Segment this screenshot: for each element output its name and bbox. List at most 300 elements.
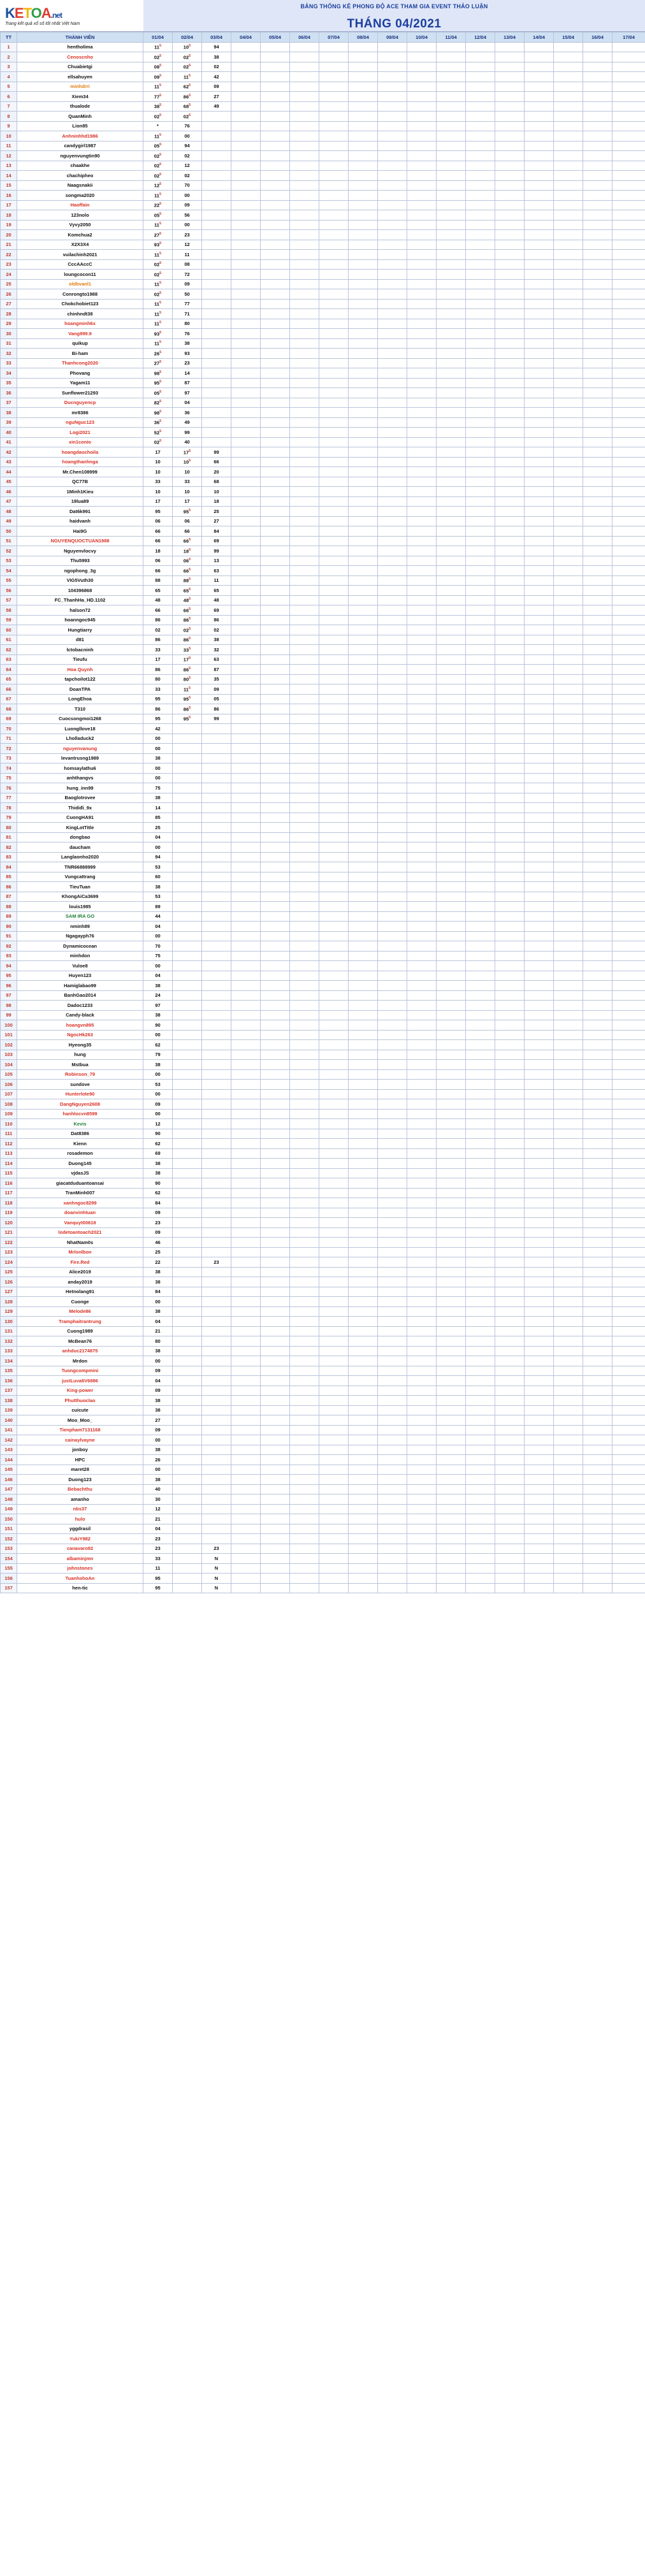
day-cell (583, 575, 612, 586)
member-name[interactable]: nguyenvungtin90 (17, 151, 143, 161)
member-name[interactable]: lctobacninh (17, 645, 143, 655)
member-name[interactable]: Tienpham7131168 (17, 1425, 143, 1435)
member-name[interactable]: hung (17, 1050, 143, 1060)
day-cell (349, 931, 378, 941)
day-cell (319, 1425, 349, 1435)
member-name[interactable]: Mstbua (17, 1060, 143, 1070)
day-cell (466, 1168, 495, 1178)
member-name[interactable]: Melode86 (17, 1306, 143, 1317)
day-cell (319, 338, 349, 349)
member-name[interactable]: tapchoilot122 (17, 674, 143, 684)
day-cell (173, 1396, 202, 1406)
day-cell (583, 408, 612, 418)
day-cell (378, 951, 407, 961)
member-name[interactable]: Chuabietgi (17, 62, 143, 72)
member-name[interactable]: johnstones (17, 1563, 143, 1574)
member-name[interactable]: lodetoantoach2021 (17, 1227, 143, 1238)
day-cell (319, 704, 349, 714)
day-cell (525, 892, 554, 902)
day-cell (583, 1563, 612, 1574)
day-cell (583, 161, 612, 171)
member-name[interactable]: HPC (17, 1455, 143, 1465)
member-name[interactable]: Mrdon (17, 1356, 143, 1366)
member-name[interactable]: hoangdaochoila (17, 447, 143, 458)
day-cell (231, 1188, 261, 1198)
day-cell (407, 744, 437, 754)
member-name[interactable]: Mrlonlbon (17, 1247, 143, 1257)
member-name[interactable]: sundove (17, 1080, 143, 1090)
day-cell (466, 911, 495, 922)
table-row (1, 1227, 645, 1238)
day-cell (525, 1306, 554, 1317)
member-name[interactable]: Candy-black (17, 1010, 143, 1020)
day-cell (202, 180, 231, 191)
member-name[interactable]: chachipheo (17, 171, 143, 181)
day-cell (525, 1277, 554, 1287)
day-cell (290, 1386, 319, 1396)
day-cell (554, 1544, 583, 1554)
day-cell (495, 773, 525, 783)
member-name[interactable]: Sunflower21293 (17, 388, 143, 398)
day-cell (407, 902, 437, 912)
day-cell (612, 961, 645, 971)
member-name[interactable]: Haoffain (17, 200, 143, 210)
member-name[interactable]: jonboy (17, 1445, 143, 1455)
member-name[interactable]: vuilachinh2021 (17, 250, 143, 260)
day-cell (349, 1060, 378, 1070)
day-cell (466, 990, 495, 1001)
day-cell (173, 1514, 202, 1524)
member-name[interactable]: DoanTPA (17, 684, 143, 695)
member-name[interactable]: thualode (17, 101, 143, 112)
member-name[interactable]: Hunterlote90 (17, 1089, 143, 1099)
member-name[interactable]: Phutthuoclao (17, 1396, 143, 1406)
day-cell (349, 101, 378, 112)
member-name[interactable]: Lholladuck2 (17, 734, 143, 744)
member-name[interactable]: YukiY982 (17, 1534, 143, 1544)
member-name[interactable]: loungcocon11 (17, 270, 143, 280)
member-name[interactable]: Kienn (17, 1139, 143, 1149)
day-cell (349, 684, 378, 695)
day-cell (612, 240, 645, 250)
member-name[interactable]: Phovang (17, 368, 143, 379)
day-cell (437, 674, 466, 684)
day-cell (378, 358, 407, 368)
member-name[interactable]: xin1conio (17, 437, 143, 447)
day-cell (583, 1050, 612, 1060)
day-cell (466, 575, 495, 586)
member-name[interactable]: Ducnguyencp (17, 398, 143, 408)
day-cell (466, 388, 495, 398)
member-name[interactable]: Anhninhhd1986 (17, 131, 143, 141)
member-name[interactable]: KingLotTitle (17, 823, 143, 833)
day-cell (261, 1208, 290, 1218)
day-cell (466, 1297, 495, 1307)
day-cell: 40 (173, 437, 202, 447)
member-name[interactable]: 104396868 (17, 586, 143, 596)
day-cell (437, 1435, 466, 1445)
day-cell (231, 121, 261, 131)
day-cell (290, 1514, 319, 1524)
member-name[interactable]: Hungtiarry (17, 625, 143, 635)
day-cell (554, 832, 583, 843)
member-name[interactable]: quikup (17, 338, 143, 349)
member-name[interactable]: Chokchobiet123 (17, 299, 143, 309)
day-cell (583, 1376, 612, 1386)
day-cell (612, 971, 645, 981)
member-name[interactable]: 19lua89 (17, 496, 143, 507)
day-cell (495, 180, 525, 191)
member-name[interactable]: dongbao (17, 832, 143, 843)
member-name[interactable]: NhatNam0s (17, 1238, 143, 1248)
day-cell (378, 645, 407, 655)
member-name[interactable]: hentholima (17, 42, 143, 52)
member-name[interactable]: Conrongto1988 (17, 289, 143, 300)
day-cell (290, 220, 319, 230)
day-cell (407, 1396, 437, 1406)
member-name[interactable]: canavaro92 (17, 1544, 143, 1554)
member-name[interactable]: Huyen123 (17, 971, 143, 981)
day-cell (407, 714, 437, 724)
member-name[interactable]: Vungcattrang (17, 872, 143, 882)
member-name[interactable]: cuicute (17, 1405, 143, 1415)
day-cell (554, 220, 583, 230)
day-cell (554, 191, 583, 201)
day-cell (525, 1297, 554, 1307)
member-name[interactable]: Mr.Chen108999 (17, 467, 143, 477)
member-name[interactable]: Nguyenvlocvy (17, 546, 143, 556)
member-name[interactable]: NgocHk263 (17, 1030, 143, 1040)
member-name[interactable]: doanvinhtuan (17, 1208, 143, 1218)
day-cell (173, 1159, 202, 1169)
member-name[interactable]: maret28 (17, 1465, 143, 1475)
day-cell: 00 (143, 773, 173, 783)
member-name[interactable]: Vuloe8 (17, 961, 143, 971)
member-name[interactable]: Thidiđi_9x (17, 803, 143, 813)
member-name[interactable]: Robinson_79 (17, 1069, 143, 1080)
member-name[interactable]: xanhngoc8299 (17, 1198, 143, 1208)
day-cell (319, 951, 349, 961)
member-name[interactable]: daucham (17, 843, 143, 853)
day-cell: 00 (143, 961, 173, 971)
day-cell (466, 1119, 495, 1129)
day-cell (319, 744, 349, 754)
member-name[interactable]: rosademon (17, 1148, 143, 1159)
day-cell (202, 832, 231, 843)
member-name[interactable]: Tuongcompmini (17, 1366, 143, 1376)
day-cell (407, 388, 437, 398)
day-cell (437, 1336, 466, 1347)
day-cell (495, 437, 525, 447)
member-name[interactable]: ngophong_3g (17, 566, 143, 576)
day-cell (583, 655, 612, 665)
day-cell (319, 1218, 349, 1228)
day-cell (495, 832, 525, 843)
member-name[interactable]: Dadoc1233 (17, 1001, 143, 1011)
day-cell (466, 1069, 495, 1080)
member-name[interactable]: Thanhcong2020 (17, 358, 143, 368)
member-name[interactable]: nguNguc123 (17, 417, 143, 428)
member-name[interactable]: Logi2021 (17, 428, 143, 438)
member-name[interactable]: Tramphaitrantrung (17, 1317, 143, 1327)
member-name[interactable]: Dat6k991 (17, 507, 143, 517)
day-cell: 68 (202, 477, 231, 487)
day-cell (290, 526, 319, 537)
member-name[interactable]: FC_ThanhHa_HD.1102 (17, 595, 143, 605)
member-name[interactable]: candygirl1987 (17, 141, 143, 151)
member-name[interactable]: halson72 (17, 605, 143, 616)
day-cell (407, 378, 437, 388)
day-cell (202, 1010, 231, 1020)
member-name[interactable]: amanho (17, 1494, 143, 1505)
day-cell (495, 250, 525, 260)
member-name[interactable]: TuanhohoAn (17, 1574, 143, 1584)
member-name[interactable]: Vanquyt00618 (17, 1218, 143, 1228)
day-cell (612, 1148, 645, 1159)
day-cell (261, 408, 290, 418)
day-cell (349, 1099, 378, 1110)
member-name[interactable]: Fire.Red (17, 1257, 143, 1268)
table-row (1, 852, 645, 862)
day-cell (231, 289, 261, 300)
member-name[interactable]: hoanngoc945 (17, 615, 143, 625)
member-name[interactable]: 123nolo (17, 210, 143, 221)
site-logo[interactable] (0, 0, 143, 31)
member-name[interactable]: TranMinh007 (17, 1188, 143, 1198)
member-name[interactable]: nguyenvanung (17, 744, 143, 754)
member-name[interactable]: Vang999.9 (17, 329, 143, 339)
table-header-row (1, 33, 645, 43)
member-name[interactable]: hulo (17, 1514, 143, 1524)
member-name[interactable]: Cuong1989 (17, 1326, 143, 1336)
member-name[interactable]: mr8386 (17, 408, 143, 418)
day-cell (583, 1475, 612, 1485)
table-row (1, 1168, 645, 1178)
member-name[interactable]: TieuTuan (17, 882, 143, 892)
member-name[interactable]: Ngagayph76 (17, 931, 143, 941)
day-cell (319, 1198, 349, 1208)
day-cell (437, 1159, 466, 1169)
member-name[interactable]: vjdasJS (17, 1168, 143, 1178)
member-name[interactable]: hung_inn99 (17, 783, 143, 793)
member-name[interactable]: albaminjmn (17, 1554, 143, 1564)
day-cell (554, 1287, 583, 1297)
day-cell (525, 309, 554, 319)
day-cell (407, 892, 437, 902)
day-cell (349, 1139, 378, 1149)
day-cell (202, 1287, 231, 1297)
table-row (1, 665, 645, 675)
day-cell (407, 1208, 437, 1218)
day-cell (437, 1326, 466, 1336)
day-cell: 88 (143, 575, 173, 586)
member-name[interactable]: hoangthanhnga (17, 457, 143, 467)
member-name[interactable]: Tieufu (17, 655, 143, 665)
day-cell (554, 1119, 583, 1129)
member-name[interactable]: giacatduduantoansai (17, 1178, 143, 1189)
member-name[interactable]: haidvanh (17, 516, 143, 526)
member-name[interactable]: Baoglotrovee (17, 793, 143, 803)
member-name[interactable]: anhthangvs (17, 773, 143, 783)
member-name[interactable]: minhdon (17, 951, 143, 961)
member-name[interactable]: Moo_Moo_ (17, 1415, 143, 1426)
day-cell (583, 1405, 612, 1415)
day-cell: 23 (173, 230, 202, 240)
table-row (1, 1326, 645, 1336)
member-name[interactable]: yggdrasil (17, 1524, 143, 1534)
day-cell (202, 1208, 231, 1218)
day-cell (349, 734, 378, 744)
member-name[interactable]: CccAAccC (17, 259, 143, 270)
member-name[interactable]: Bi-ham (17, 349, 143, 359)
day-cell (466, 1475, 495, 1485)
member-name[interactable]: levantrusng1989 (17, 753, 143, 763)
member-name[interactable]: hoangminh6x (17, 319, 143, 329)
day-cell (495, 1415, 525, 1426)
member-name[interactable]: nminh89 (17, 922, 143, 932)
member-name[interactable]: NGUYENQUOCTUAN1988 (17, 536, 143, 546)
day-cell (495, 665, 525, 675)
day-cell (466, 358, 495, 368)
day-cell (231, 1465, 261, 1475)
member-name[interactable]: Cuonge (17, 1297, 143, 1307)
day-cell (466, 1346, 495, 1356)
member-name[interactable]: Lion85 (17, 121, 143, 131)
member-name[interactable]: KhongAiCa3699 (17, 892, 143, 902)
member-name[interactable]: T310 (17, 704, 143, 714)
member-name[interactable]: anhduc2174875 (17, 1346, 143, 1356)
day-cell (437, 1583, 466, 1593)
member-name[interactable]: QC77B (17, 477, 143, 487)
day-cell (231, 971, 261, 981)
day-cell (525, 180, 554, 191)
day-cell (261, 1089, 290, 1099)
day-cell: * (143, 121, 173, 131)
day-cell: 09 (143, 1227, 173, 1238)
member-name[interactable]: Kevis (17, 1119, 143, 1129)
member-name[interactable]: Bebachthu (17, 1484, 143, 1494)
day-cell (466, 882, 495, 892)
day-cell (349, 1227, 378, 1238)
row-index: 124 (1, 1257, 17, 1268)
member-name[interactable]: Dat8386 (17, 1129, 143, 1139)
day-cell (583, 852, 612, 862)
member-name[interactable]: Cenoscnho (17, 52, 143, 62)
day-cell (231, 180, 261, 191)
member-name[interactable]: 1Minh1Kieu (17, 487, 143, 497)
member-name[interactable]: oldbvanl1 (17, 279, 143, 289)
member-name[interactable]: hanhlocvn8599 (17, 1109, 143, 1119)
member-name[interactable]: TNR66888999 (17, 862, 143, 872)
day-cell (583, 191, 612, 201)
member-name[interactable]: CuongHA91 (17, 813, 143, 823)
row-index: 144 (1, 1455, 17, 1465)
member-name[interactable]: d81 (17, 635, 143, 645)
day-cell: 05 (202, 694, 231, 704)
member-name[interactable]: King-power (17, 1386, 143, 1396)
member-name[interactable]: LongEhoa (17, 694, 143, 704)
member-name[interactable]: justLuva6V6886 (17, 1376, 143, 1386)
member-name[interactable]: Thu5993 (17, 556, 143, 566)
member-name[interactable]: anday2019 (17, 1277, 143, 1287)
day-cell (378, 319, 407, 329)
member-name[interactable]: Hoa Quynh (17, 665, 143, 675)
member-name[interactable]: hoangvn895 (17, 1020, 143, 1031)
stats-table (0, 32, 645, 1593)
member-name[interactable]: Duong123 (17, 1475, 143, 1485)
member-name[interactable]: cainaylvayne (17, 1435, 143, 1445)
member-name[interactable]: DangNguyen2608 (17, 1099, 143, 1110)
member-name[interactable]: Duong145 (17, 1159, 143, 1169)
member-name[interactable]: McBean76 (17, 1336, 143, 1347)
member-name[interactable]: nbs37 (17, 1504, 143, 1514)
member-name[interactable]: Komchua2 (17, 230, 143, 240)
day-cell (525, 131, 554, 141)
member-name[interactable]: Hai9G (17, 526, 143, 537)
member-name[interactable]: Dynamicocean (17, 941, 143, 952)
member-name[interactable]: Luongllove18 (17, 724, 143, 734)
day-cell (495, 1257, 525, 1268)
member-name[interactable]: Hyeong35 (17, 1040, 143, 1050)
member-name[interactable]: Naagsnakii (17, 180, 143, 191)
day-cell (583, 674, 612, 684)
member-name[interactable]: ellsahuyen (17, 72, 143, 82)
member-name[interactable]: Hamiglabao99 (17, 981, 143, 991)
member-name[interactable]: Alice2019 (17, 1267, 143, 1277)
day-cell (319, 1524, 349, 1534)
day-cell (525, 299, 554, 309)
table-row (1, 428, 645, 438)
member-name[interactable]: hen-tic (17, 1583, 143, 1593)
day-cell (437, 309, 466, 319)
member-name[interactable]: QuanMinh (17, 112, 143, 122)
day-cell (437, 180, 466, 191)
day-cell (495, 52, 525, 62)
day-cell (173, 961, 202, 971)
day-cell (231, 862, 261, 872)
member-name[interactable]: songma2020 (17, 191, 143, 201)
member-name[interactable]: louis1985 (17, 902, 143, 912)
member-name[interactable]: Hetnolang91 (17, 1287, 143, 1297)
day-cell (202, 1336, 231, 1347)
day-cell: 80 (143, 674, 173, 684)
day-cell: $82^5$ (143, 398, 173, 408)
member-name[interactable]: Xiem34 (17, 92, 143, 102)
member-name[interactable]: SAM IRA GO (17, 911, 143, 922)
member-name[interactable]: chinhndt38 (17, 309, 143, 319)
row-index: 96 (1, 981, 17, 991)
day-cell: 70 (173, 180, 202, 191)
day-cell (495, 1050, 525, 1060)
member-name[interactable]: minhdrri (17, 82, 143, 92)
day-cell (407, 813, 437, 823)
day-cell (554, 1465, 583, 1475)
day-cell (495, 546, 525, 556)
day-cell (612, 931, 645, 941)
day-cell (466, 121, 495, 131)
member-name[interactable]: homsaylathu6 (17, 763, 143, 774)
member-name[interactable]: VIG5Vuth30 (17, 575, 143, 586)
member-name[interactable]: Yagam11 (17, 378, 143, 388)
member-name[interactable]: chaakhe (17, 161, 143, 171)
member-name[interactable]: BanhGao2014 (17, 990, 143, 1001)
member-name[interactable]: Cuocsongmoi1268 (17, 714, 143, 724)
day-cell (173, 843, 202, 853)
member-name[interactable]: Langlaonho2020 (17, 852, 143, 862)
table-row (1, 1129, 645, 1139)
member-name[interactable]: X2X3X4 (17, 240, 143, 250)
member-name[interactable]: Vyvy2050 (17, 220, 143, 230)
